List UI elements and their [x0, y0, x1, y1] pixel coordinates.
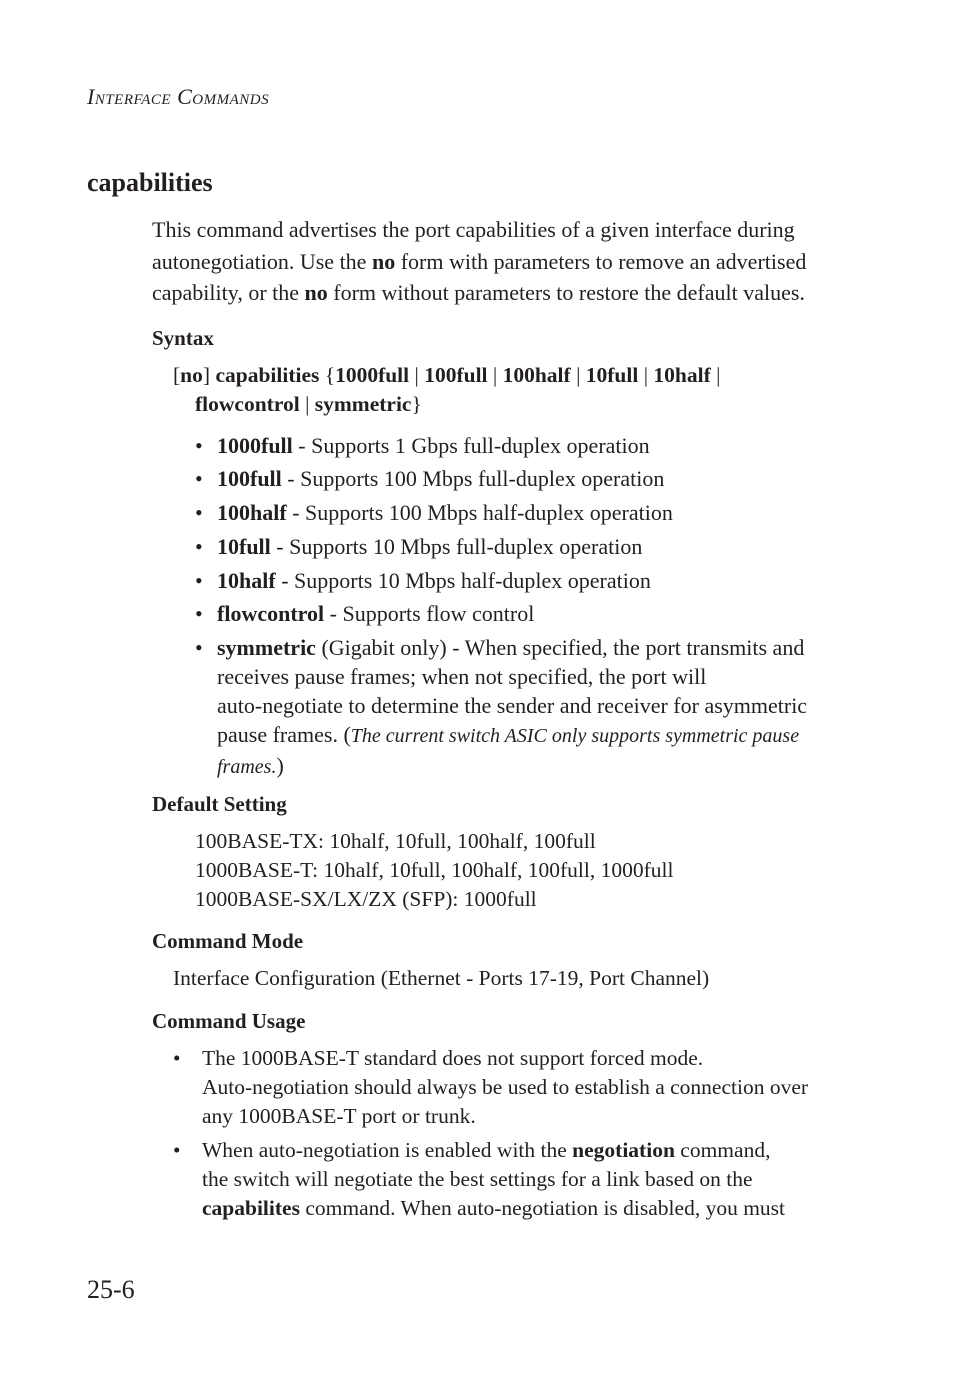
- default-line: 1000BASE-T: 10half, 10full, 100half, 100full, 1000full: [195, 858, 674, 882]
- param-item: [195, 566, 651, 595]
- symmetric-line-5: [217, 751, 807, 782]
- page-number: 25-6: [87, 1275, 135, 1304]
- syn-1n: 10half: [653, 363, 711, 387]
- symmetric-line-1: [217, 633, 807, 662]
- syntax-heading: Syntax: [152, 326, 214, 350]
- syntax-line-1: [173, 361, 720, 390]
- intro-line-2: [152, 246, 806, 278]
- param-name: 1000full: [217, 433, 293, 458]
- intro-l3c: form without parameters to restore the default values.: [327, 280, 805, 305]
- intro-l2c: form with parameters to remove an advertised: [395, 248, 807, 274]
- bullet-dot: •: [195, 466, 203, 491]
- command-mode-text: Interface Configuration (Ethernet - Ports 17-19, Port Channel): [173, 966, 710, 990]
- syntax-line-2: [195, 390, 422, 419]
- intro-paragraph: [152, 214, 806, 309]
- param-desc: - Supports flow control: [324, 601, 535, 626]
- bullet-dot: •: [195, 568, 203, 593]
- symmetric-l5b: ): [276, 753, 284, 778]
- param-name: symmetric: [217, 635, 316, 660]
- default-setting-heading: Default Setting: [152, 792, 287, 816]
- intro-no-1: no: [371, 248, 396, 274]
- param-desc: - Supports 10 Mbps half-duplex operation: [275, 568, 651, 593]
- param-name: 10half: [217, 568, 276, 593]
- bullet-dot: •: [195, 500, 203, 525]
- usage-1-line: any 1000BASE-T port or trunk.: [202, 1104, 476, 1128]
- param-item: [195, 498, 673, 527]
- usage-1-line: Auto-negotiation should always be used to establish a connection over: [202, 1075, 809, 1099]
- running-head-nterface: NTERFACE: [94, 92, 172, 108]
- param-item: [195, 464, 665, 493]
- running-head-i: I: [87, 84, 95, 109]
- intro-line-3: [152, 277, 806, 309]
- running-head-ommands: OMMANDS: [192, 92, 270, 108]
- syn-1k: |: [570, 363, 586, 387]
- default-line: 100BASE-TX: 10half, 10full, 100half, 100full: [195, 829, 596, 853]
- syn-1c: ]: [202, 363, 216, 387]
- usage-2-l3b: command. When auto-negotiation is disabled, you must: [299, 1196, 786, 1220]
- syn-1d: capabilities: [215, 363, 320, 387]
- command-usage-heading: Command Usage: [152, 1009, 306, 1033]
- usage-capabilites-cmd: capabilites: [202, 1196, 300, 1220]
- usage-1-line: The 1000BASE-T standard does not support forced mode.: [202, 1046, 704, 1070]
- bullet-dot: •: [195, 433, 203, 458]
- bullet-dot: •: [173, 1046, 181, 1070]
- running-head-c: C: [177, 84, 193, 109]
- symmetric-line-4: [217, 720, 807, 751]
- usage-2-line-2: the switch will negotiate the best settings for a link based on the: [202, 1167, 753, 1191]
- param-desc: - Supports 100 Mbps half-duplex operation: [286, 500, 673, 525]
- param-name: flowcontrol: [217, 601, 325, 626]
- default-line: 1000BASE-SX/LX/ZX (SFP): 1000full: [195, 887, 537, 911]
- usage-2-line-1: [202, 1136, 785, 1165]
- syn-1f: 1000full: [335, 363, 410, 387]
- syn-1m: |: [638, 363, 654, 387]
- intro-l3a: capability, or the: [152, 280, 305, 305]
- usage-bullet-2: [173, 1136, 786, 1223]
- syn-1o: |: [710, 363, 721, 387]
- syn-1h: 100full: [424, 363, 488, 387]
- bullet-dot: •: [195, 635, 203, 660]
- command-mode-heading: Command Mode: [152, 929, 304, 953]
- default-setting-values: [195, 827, 673, 914]
- symmetric-line-3: auto-negotiate to determine the sender and receiver for asymmetric: [217, 693, 808, 718]
- param-name: 10full: [217, 534, 271, 559]
- intro-no-2: no: [304, 280, 328, 305]
- syn-1e: {: [319, 363, 336, 387]
- symmetric-l1: (Gigabit only) - When specified, the port transmits and: [315, 635, 805, 660]
- syn-2d: }: [411, 392, 422, 416]
- param-desc: - Supports 100 Mbps full-duplex operation: [281, 466, 665, 491]
- intro-line-1: This command advertises the port capabilities of a given interface during: [152, 217, 795, 242]
- param-item: [195, 599, 535, 628]
- syn-2a: flowcontrol: [195, 392, 300, 416]
- syn-1j: 100half: [502, 363, 571, 387]
- symmetric-line-2: receives pause frames; when not specified, the port will: [217, 664, 707, 689]
- running-head: [87, 84, 269, 110]
- usage-2-l1a: When auto-negotiation is enabled with the: [202, 1138, 573, 1162]
- syn-1a: [: [173, 363, 181, 387]
- param-desc: - Supports 10 Mbps full-duplex operation: [270, 534, 643, 559]
- syn-1g: |: [409, 363, 425, 387]
- syn-2c: symmetric: [314, 392, 412, 416]
- section-title: capabilities: [87, 168, 213, 197]
- syn-1i: |: [487, 363, 503, 387]
- bullet-dot: •: [195, 601, 203, 626]
- param-item: [195, 431, 650, 460]
- usage-2-line-3: [202, 1194, 785, 1223]
- param-name: 100half: [217, 500, 287, 525]
- param-item-symmetric: [195, 633, 808, 782]
- syn-1l: 10full: [585, 363, 639, 387]
- usage-bullet-1: [173, 1044, 809, 1131]
- syn-2b: |: [299, 392, 315, 416]
- bullet-dot: •: [195, 534, 203, 559]
- symmetric-l4a: pause frames. (: [217, 722, 351, 747]
- param-item: [195, 532, 643, 561]
- param-desc: - Supports 1 Gbps full-duplex operation: [292, 433, 650, 458]
- symmetric-note: The current switch ASIC only supports symmetric pause: [350, 725, 800, 747]
- intro-l2a: autonegotiation. Use the: [152, 248, 372, 274]
- bullet-dot: •: [173, 1138, 181, 1162]
- usage-negotiation-cmd: negotiation: [572, 1138, 675, 1162]
- usage-2-l1c: command,: [674, 1138, 771, 1162]
- syn-1b: no: [180, 363, 203, 387]
- symmetric-note-end: frames.: [217, 756, 277, 778]
- param-name: 100full: [217, 466, 282, 491]
